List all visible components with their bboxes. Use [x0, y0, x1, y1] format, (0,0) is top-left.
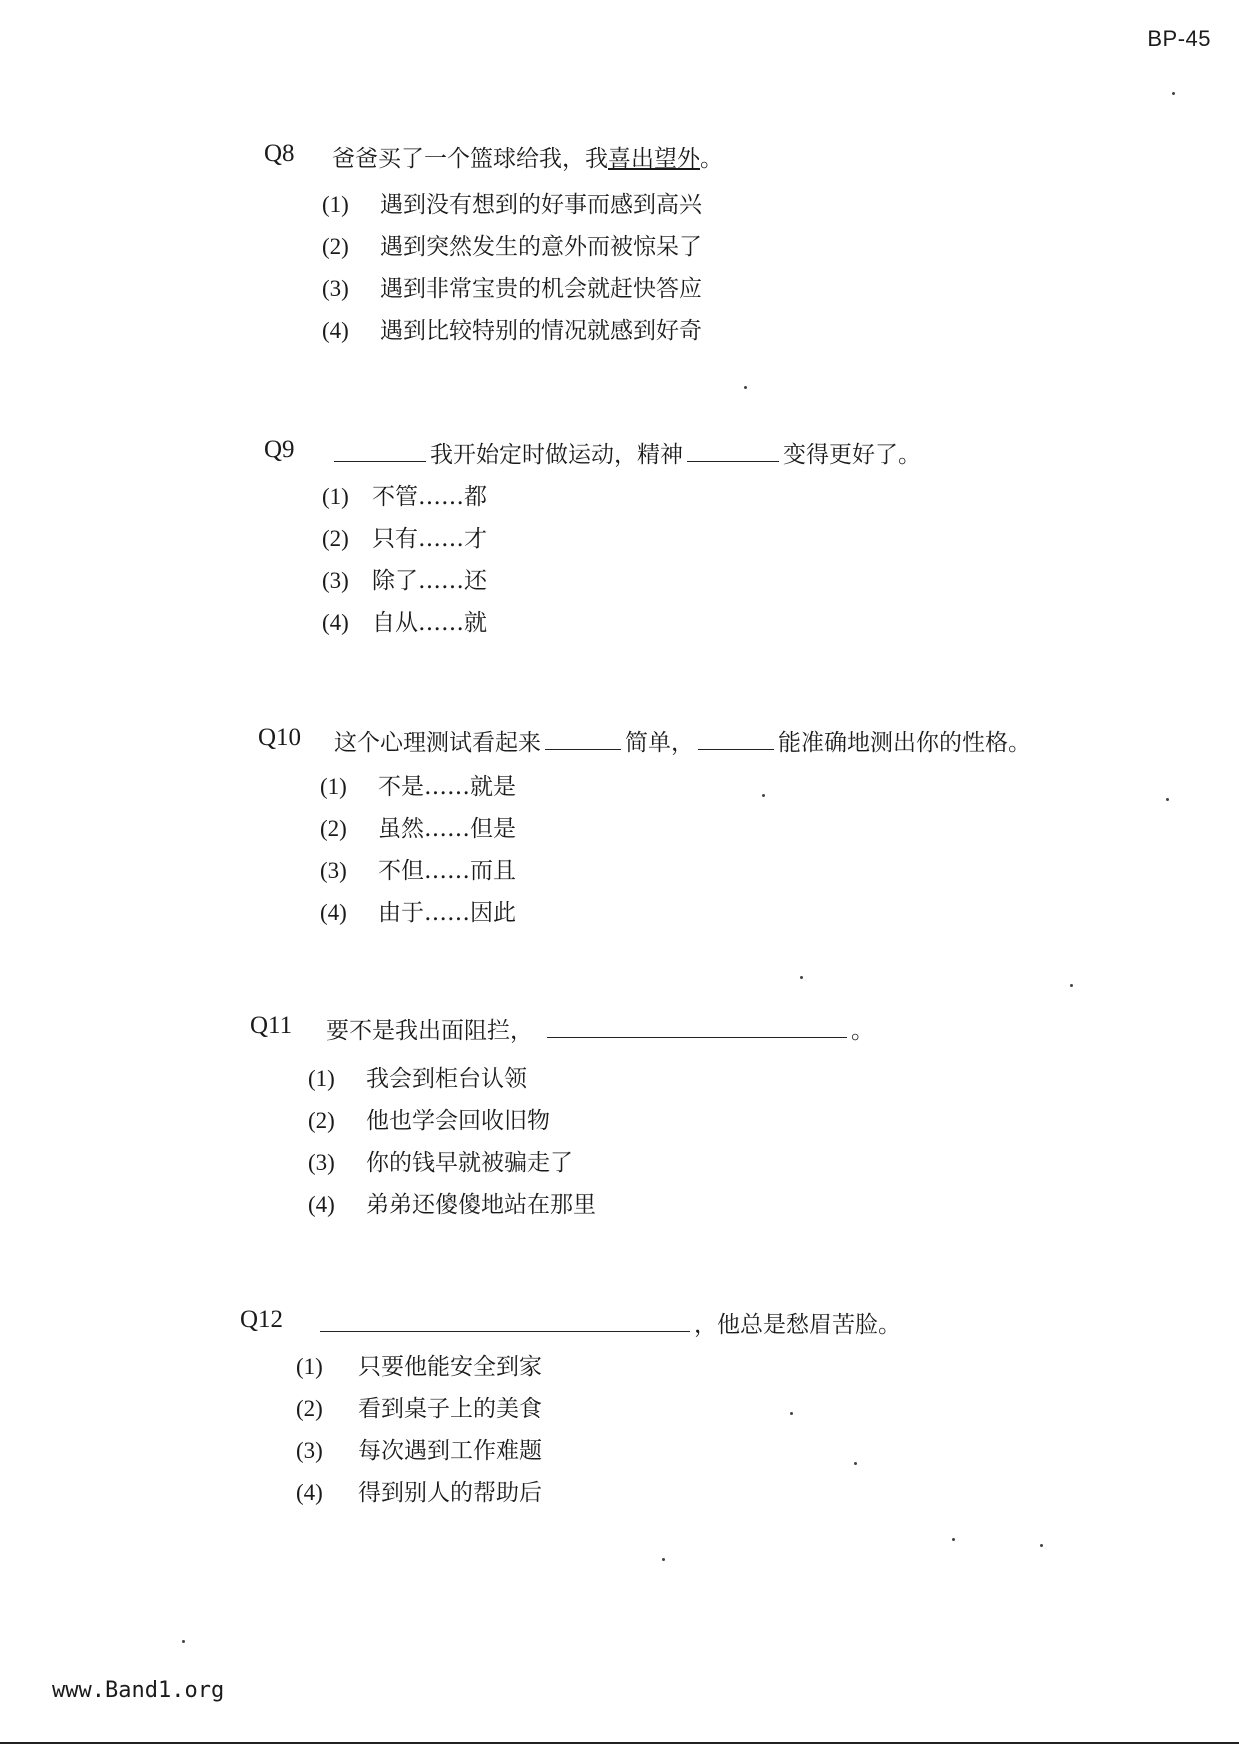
- option-4[interactable]: [322, 604, 487, 637]
- option-number: (4): [320, 900, 347, 925]
- scan-speck: [662, 1558, 665, 1561]
- option-text: 由于……因此: [378, 900, 516, 926]
- option-text: 他也学会回收旧物: [366, 1108, 550, 1134]
- option-1[interactable]: [322, 478, 487, 511]
- option-1[interactable]: [308, 1060, 527, 1093]
- answer-blank: [320, 1313, 690, 1332]
- option-4[interactable]: [320, 894, 516, 927]
- scan-speck: [790, 1412, 793, 1415]
- option-2[interactable]: [296, 1390, 542, 1423]
- stem-underlined-phrase: 喜出望外: [608, 146, 700, 172]
- option-number: (1): [320, 774, 347, 799]
- option-number: (2): [320, 816, 347, 841]
- bottom-rule: [0, 1742, 1239, 1744]
- option-number: (3): [322, 568, 349, 593]
- scan-speck: [1040, 1544, 1043, 1547]
- option-text: 遇到非常宝贵的机会就赶快答应: [380, 276, 702, 302]
- scan-speck: [182, 1640, 185, 1643]
- question-number: Q10: [258, 724, 302, 751]
- scan-speck: [1166, 798, 1169, 801]
- stem-text-mid: 简单，: [625, 730, 694, 756]
- option-text: 弟弟还傻傻地站在那里: [366, 1192, 596, 1218]
- answer-blank: [698, 731, 774, 750]
- option-number: (3): [320, 858, 347, 883]
- option-1[interactable]: [296, 1348, 542, 1381]
- option-3[interactable]: [322, 562, 487, 595]
- scan-speck: [1070, 984, 1073, 987]
- question-stem: [326, 1012, 874, 1045]
- answer-blank: [545, 731, 621, 750]
- option-number: (2): [308, 1108, 335, 1133]
- option-text: 遇到没有想到的好事而感到高兴: [380, 192, 702, 218]
- question-stem: [332, 140, 723, 173]
- option-number: (4): [296, 1480, 323, 1505]
- stem-text: 要不是我出面阻拦，: [326, 1018, 533, 1044]
- stem-text: 这个心理测试看起来: [334, 730, 541, 756]
- option-text: 虽然……但是: [378, 816, 516, 842]
- option-1[interactable]: [320, 768, 516, 801]
- option-text: 遇到突然发生的意外而被惊呆了: [380, 234, 702, 260]
- option-3[interactable]: [322, 270, 702, 303]
- option-number: (2): [322, 234, 349, 259]
- stem-text-end: 。: [700, 146, 723, 172]
- question-stem: [330, 436, 921, 469]
- option-number: (3): [296, 1438, 323, 1463]
- option-text: 得到别人的帮助后: [358, 1480, 542, 1506]
- option-4[interactable]: [308, 1186, 596, 1219]
- option-2[interactable]: [322, 520, 487, 553]
- option-number: (2): [296, 1396, 323, 1421]
- scan-speck: [744, 386, 747, 389]
- page-code: BP-45: [1147, 26, 1211, 51]
- answer-blank: [334, 443, 426, 462]
- option-3[interactable]: [296, 1432, 542, 1465]
- answer-blank: [687, 443, 779, 462]
- scan-speck: [952, 1538, 955, 1541]
- option-text: 只有……才: [372, 526, 487, 552]
- option-1[interactable]: [322, 186, 702, 219]
- answer-blank: [547, 1019, 847, 1038]
- option-4[interactable]: [322, 312, 702, 345]
- option-text: 不管……都: [372, 484, 487, 510]
- scan-speck: [854, 1462, 857, 1465]
- option-4[interactable]: [296, 1474, 542, 1507]
- option-number: (1): [322, 484, 349, 509]
- option-text: 遇到比较特别的情况就感到好奇: [380, 318, 702, 344]
- option-number: (4): [308, 1192, 335, 1217]
- option-text: 看到桌子上的美食: [358, 1396, 542, 1422]
- question-stem: [316, 1306, 901, 1339]
- question-number: Q8: [264, 140, 295, 167]
- option-number: (4): [322, 318, 349, 343]
- footer-website: www.Band1.org: [52, 1678, 225, 1703]
- option-number: (2): [322, 526, 349, 551]
- option-text: 不是……就是: [378, 774, 516, 800]
- option-text: 不但……而且: [378, 858, 516, 884]
- option-text: 你的钱早就被骗走了: [366, 1150, 573, 1176]
- option-number: (3): [308, 1150, 335, 1175]
- option-3[interactable]: [308, 1144, 573, 1177]
- option-number: (4): [322, 610, 349, 635]
- option-text: 自从……就: [372, 610, 487, 636]
- option-text: 我会到柜台认领: [366, 1066, 527, 1092]
- stem-text-end: 变得更好了。: [783, 442, 921, 468]
- stem-text: 我开始定时做运动，精神: [430, 442, 683, 468]
- option-text: 每次遇到工作难题: [358, 1438, 542, 1464]
- stem-text: ，他总是愁眉苦脸。: [694, 1312, 901, 1338]
- stem-text-end: 能准确地测出你的性格。: [778, 730, 1031, 756]
- option-number: (1): [296, 1354, 323, 1379]
- stem-text-end: 。: [851, 1018, 874, 1044]
- option-2[interactable]: [308, 1102, 550, 1135]
- option-2[interactable]: [320, 810, 516, 843]
- scan-speck: [762, 794, 765, 797]
- question-number: Q9: [264, 436, 295, 463]
- scan-speck: [1172, 92, 1175, 95]
- question-number: Q11: [250, 1012, 293, 1039]
- option-number: (1): [322, 192, 349, 217]
- question-stem: [334, 724, 1031, 757]
- stem-text: 爸爸买了一个篮球给我，我: [332, 146, 608, 172]
- option-number: (1): [308, 1066, 335, 1091]
- option-text: 除了……还: [372, 568, 487, 594]
- option-text: 只要他能安全到家: [358, 1354, 542, 1380]
- option-2[interactable]: [322, 228, 702, 261]
- option-3[interactable]: [320, 852, 516, 885]
- scan-speck: [800, 976, 803, 979]
- option-number: (3): [322, 276, 349, 301]
- question-number: Q12: [240, 1306, 284, 1333]
